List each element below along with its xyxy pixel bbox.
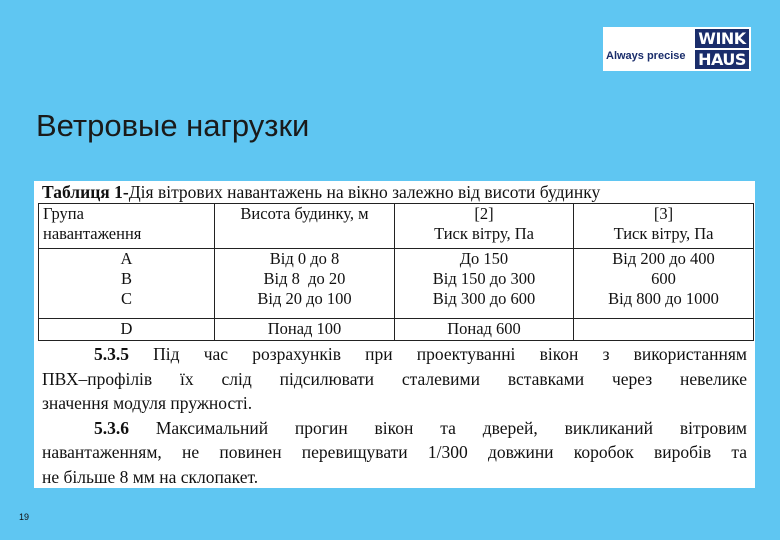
cell-ref3-values: Від 200 до 400 600 Від 800 до 1000 [574, 249, 754, 319]
winkhaus-logo [603, 27, 751, 71]
header-group [39, 204, 215, 249]
paragraph-535-line2: ПВХ–профілів їх слід підсилювати сталевими вставками через невелике [42, 368, 747, 389]
cell-group-d: D [39, 319, 215, 341]
logo-wordmark [695, 29, 749, 69]
logo-brand-line1: WINK [695, 29, 749, 48]
paragraph-536-line2: навантаженням, не повинен перевищувати 1/300 довжини коробок виробів та [42, 442, 747, 462]
cell-ref2-d: Понад 600 [395, 319, 574, 341]
table-header-row [39, 204, 754, 249]
table-caption [42, 182, 600, 203]
table-caption-text: Дія вітрових навантажень на вікно залежно від висоти будинку [128, 182, 601, 202]
cell-height-d: Понад 100 [215, 319, 395, 341]
header-ref3 [574, 204, 754, 249]
slide-title: Ветровые нагрузки [36, 108, 310, 143]
paragraph-535-line3: значення модуля пружності. [42, 393, 253, 413]
document-scan [34, 181, 755, 488]
header-ref2-label: [2] [474, 204, 494, 223]
table-row-abc [39, 249, 754, 319]
page-number: 19 [19, 512, 30, 522]
logo-tagline: Always precise [606, 50, 686, 62]
paragraph-535-number: 5.3.5 [94, 344, 129, 364]
cell-groups: A B C [39, 249, 215, 319]
table-row-d [39, 319, 754, 341]
cell-ref3-d [574, 319, 754, 341]
cell-heights: Від 0 до 8 Від 8 до 20 Від 20 до 100 [215, 249, 395, 319]
header-ref2 [395, 204, 574, 249]
header-pressure2: Тиск вітру, Па [434, 224, 534, 243]
header-pressure3: Тиск вітру, Па [613, 224, 714, 243]
paragraph-535-text1: Під час розрахунків при проектуванні вікон з використанням [153, 344, 747, 364]
paragraph-536-number: 5.3.6 [94, 417, 129, 438]
table-caption-label: Таблиця 1- [42, 182, 129, 202]
header-group-text: Група навантаження [43, 204, 142, 243]
wind-load-table [38, 203, 754, 341]
logo-brand-line2: HAUS [695, 50, 749, 69]
paragraph-536-text1: Максимальний прогин вікон та дверей, викликаний вітровим [155, 417, 748, 438]
paragraph-536-line1 [42, 416, 747, 441]
cell-ref2-values: До 150 Від 150 до 300 Від 300 до 600 [395, 249, 574, 319]
paragraph-535-line1 [42, 342, 747, 367]
paragraph-536-line3: не більше 8 мм на склопакет. [42, 466, 259, 487]
header-height: Висота будинку, м [215, 204, 395, 249]
header-ref3-label: [3] [653, 204, 674, 223]
